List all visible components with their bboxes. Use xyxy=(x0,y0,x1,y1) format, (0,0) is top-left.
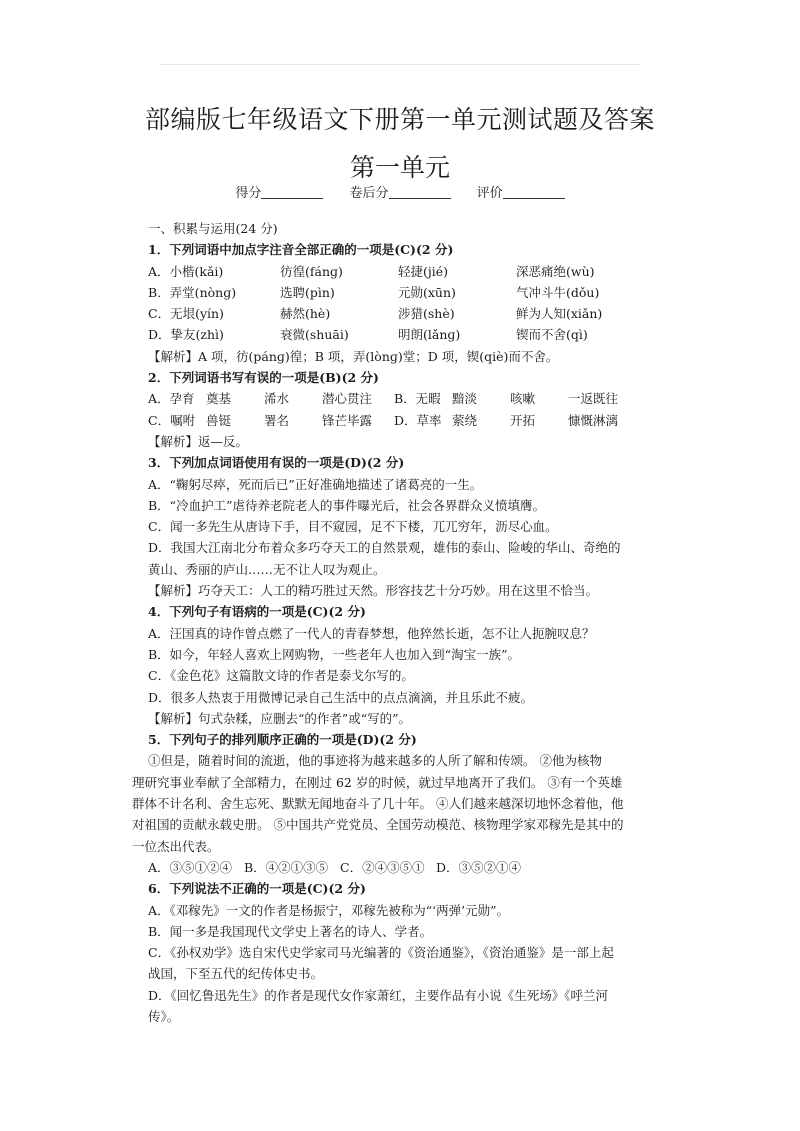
q3-analysis: 【解析】巧夺天工：人工的精巧胜过天然。形容技艺十分巧妙。用在这里不恰当。 xyxy=(148,583,599,599)
q6-stem: 6．下列说法不正确的一项是(C)(2 分) xyxy=(148,881,366,897)
evaluation-label: 评价 xyxy=(476,186,503,201)
q5-passage xyxy=(132,750,656,856)
q3-option-a: A．“鞠躬尽瘁，死而后已”正好准确地描述了诸葛亮的一生。 xyxy=(148,476,483,492)
q5-passage-line: 理研究事业奉献了全部精力，在刚过 62 岁的时候，就过早地离开了我们。 ③有一个英雄 xyxy=(132,774,623,790)
q4-stem: 4．下列句子有语病的一项是(C)(2 分) xyxy=(148,604,366,620)
score-line xyxy=(0,182,800,201)
q3-option-d-cont: 黄山、秀丽的庐山……无不让人叹为观止。 xyxy=(148,561,386,577)
page-title: 部编版七年级语文下册第一单元测试题及答案 xyxy=(144,105,655,134)
q4-option-c: C．《金色花》这篇散文诗的作者是泰戈尔写的。 xyxy=(148,668,414,684)
evaluation-blank[interactable] xyxy=(503,184,565,199)
q6-option-b: B．闻一多是我国现代文学史上著名的诗人、学者。 xyxy=(148,923,433,939)
q6-option-c-cont: 战国，下至五代的纪传体史书。 xyxy=(148,966,324,982)
q1-option-c: C．无垠(yín) 赫然(hè) 涉猎(shè) 鲜为人知(xiǎn) xyxy=(148,306,603,322)
unit-title: 第一单元 xyxy=(349,153,450,182)
q5-passage-line: 对祖国的贡献永载史册。 ⑤中国共产党党员、全国劳动模范、核物理学家邓稼先是其中的 xyxy=(132,817,624,833)
q2-options-cd: C．嘱咐 兽铤 署名 锋芒毕露 D．草率 萦绕 开拓 慷慨淋漓 xyxy=(148,412,619,428)
q1-option-d: D．挚友(zhì) 衰微(shuāi) 明朗(lǎnɡ) 锲而不舍(qì) xyxy=(148,327,588,343)
score-label: 得分 xyxy=(235,186,262,201)
q2-options-ab: A．孕育 奠基 浠水 潜心贯注 B．无暇 黯淡 咳嗽 一返既往 xyxy=(148,391,619,407)
q2-stem: 2．下列词语书写有误的一项是(B)(2 分) xyxy=(148,370,379,386)
q3-stem: 3．下列加点词语使用有误的一项是(D)(2 分) xyxy=(148,455,405,471)
q1-analysis: 【解析】A 项，彷(pánɡ)徨；B 项，弄(lònɡ)堂；D 项，锲(qiè)而不舍。 xyxy=(148,348,559,364)
q6-option-d: D．《回忆鲁迅先生》的作者是现代女作家萧红，主要作品有小说《生死场》《呼兰河 xyxy=(148,987,609,1003)
post-score-blank[interactable] xyxy=(389,184,451,199)
q1-option-b: B．弄堂(nònɡ) 选聘(pìn) 元勋(xūn) 气冲斗牛(dǒu) xyxy=(148,284,600,300)
post-score-label: 卷后分 xyxy=(349,186,389,201)
q1-option-a: A．小楷(kǎi) 彷徨(fánɡ) 轻捷(jié) 深恶痛绝(wù) xyxy=(148,263,595,279)
q5-passage-line: 群体不计名利、舍生忘死、默默无闻地奋斗了几十年。 ④人们越来越深切地怀念着他，他 xyxy=(132,796,624,812)
q1-stem: 1．下列词语中加点字注音全部正确的一项是(C)(2 分) xyxy=(148,242,454,258)
header-rule xyxy=(160,64,640,65)
q4-option-d: D．很多人热衷于用微博记录自己生活中的点点滴滴，并且乐此不疲。 xyxy=(148,689,534,705)
q3-option-d: D．我国大江南北分布着众多巧夺天工的自然景观，雄伟的泰山、险峻的华山、奇绝的 xyxy=(148,540,621,556)
section-heading: 一、积累与运用(24 分) xyxy=(148,221,278,236)
q6-option-d-cont: 传》。 xyxy=(148,1008,180,1024)
q3-option-b: B．“冷血护工”虐待养老院老人的事件曝光后，社会各界群众义愤填膺。 xyxy=(148,497,545,513)
q4-analysis: 【解析】句式杂糅，应删去“的作者”或“写的”。 xyxy=(148,710,412,726)
question-content xyxy=(132,218,656,1027)
q6-option-c: C．《孙权劝学》选自宋代史学家司马光编著的《资治通鉴》，《资治通鉴》是一部上起 xyxy=(148,945,614,961)
q5-options: A．③⑤①②④ B．④②①③⑤ C．②④③⑤① D．③⑤②①④ xyxy=(148,859,522,875)
q5-stem: 5．下列句子的排列顺序正确的一项是(D)(2 分) xyxy=(148,732,417,748)
q4-option-b: B．如今，年轻人喜欢上网购物，一些老年人也加入到“淘宝一族”。 xyxy=(148,646,520,662)
q6-option-a: A．《邓稼先》一文的作者是杨振宁，邓稼先被称为“‘两弹’元勋”。 xyxy=(148,902,510,918)
q4-option-a: A．汪国真的诗作曾点燃了一代人的青春梦想，他猝然长逝，怎不让人扼腕叹息？ xyxy=(148,625,595,641)
q5-passage-line: ①但是，随着时间的流逝，他的事迹将为越来越多的人所了解和传颂。 ②他为核物 xyxy=(148,753,602,769)
q3-option-c: C．闻一多先生从唐诗下手，目不窥园，足不下楼，兀兀穷年，沥尽心血。 xyxy=(148,519,558,535)
q5-passage-line: 一位杰出代表。 xyxy=(132,838,220,854)
score-blank[interactable] xyxy=(261,184,323,199)
q2-analysis: 【解析】返—反。 xyxy=(148,433,249,449)
